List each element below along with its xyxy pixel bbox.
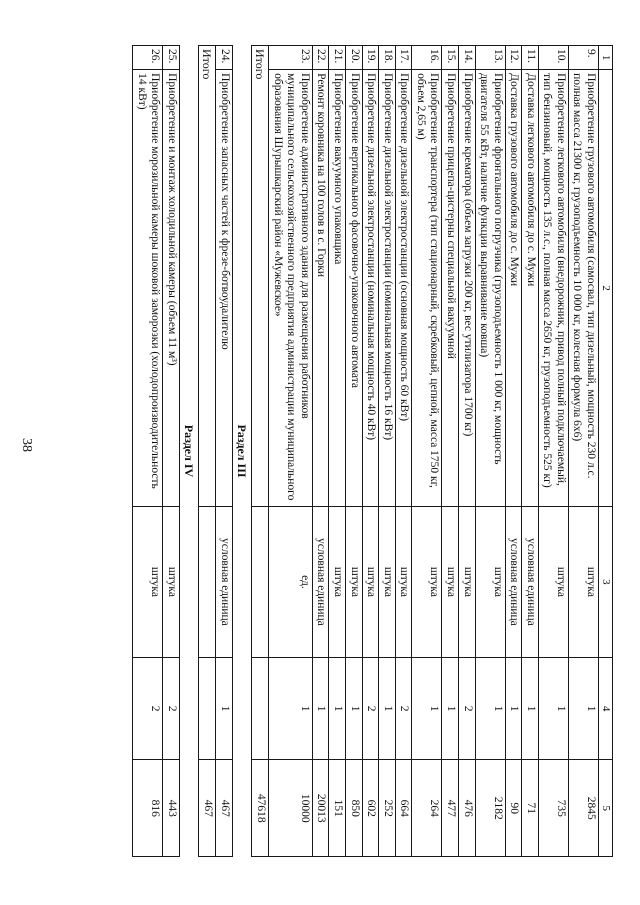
row-description: Доставка грузового автомобиля до с. Мужи — [505, 70, 522, 507]
row-number: 26. — [133, 46, 163, 70]
row-unit: штука — [395, 507, 412, 658]
row-quantity: 2 — [133, 657, 163, 760]
row-description: Ремонт коровника на 100 голов в с. Горки — [312, 70, 329, 507]
row-description: Приобретение дизельной электростанции (номинальная мощность 40 кВт) — [362, 70, 379, 507]
row-description: Приобретение прицепа-цистерны специальной вакуумной — [442, 70, 459, 507]
row-amount: 850 — [346, 760, 363, 857]
row-quantity: 1 — [522, 657, 539, 760]
row-quantity: 1 — [269, 657, 313, 760]
row-unit: условная единица — [505, 507, 522, 658]
table-row — [412, 46, 442, 857]
table-row — [475, 46, 505, 857]
row-amount: 816 — [133, 760, 163, 857]
table-row — [362, 46, 379, 857]
row-unit: штука — [163, 507, 180, 658]
row-unit: штука — [133, 507, 163, 658]
row-number: 25. — [163, 46, 180, 70]
row-number: 14. — [458, 46, 475, 70]
row-unit: штука — [379, 507, 396, 658]
row-number: 22. — [312, 46, 329, 70]
budget-table-rotated — [132, 45, 613, 857]
total-row — [252, 46, 269, 857]
total-empty-unit — [199, 507, 216, 658]
row-quantity: 1 — [442, 657, 459, 760]
row-number: 24. — [216, 46, 233, 70]
section-title: Раздел III — [232, 46, 251, 857]
row-amount: 151 — [329, 760, 346, 857]
row-unit: штука — [475, 507, 505, 658]
row-description: Приобретение легкового автомобиля (внедорожник, привод полный подключаемый, тип бензиновый, мощность 135 л.с., полная масса 2650 кг, грузоподъемность 525 кг) — [538, 70, 568, 507]
total-amount: 47618 — [252, 760, 269, 857]
table-row — [346, 46, 363, 857]
row-unit: штука — [362, 507, 379, 658]
header-col-5: 5 — [599, 760, 613, 857]
row-description: Приобретение дизельной электростанции (основная мощность 60 кВт) — [395, 70, 412, 507]
row-quantity: 2 — [362, 657, 379, 760]
row-amount: 664 — [395, 760, 412, 857]
total-empty-qty — [252, 657, 269, 760]
row-quantity: 2 — [395, 657, 412, 760]
table-row — [458, 46, 475, 857]
row-number: 11. — [522, 46, 539, 70]
row-description: Приобретение вакуумного упаковщика — [329, 70, 346, 507]
row-number: 17. — [395, 46, 412, 70]
row-amount: 20013 — [312, 760, 329, 857]
section-row — [180, 46, 199, 857]
row-unit: условная единица — [522, 507, 539, 658]
row-amount: 443 — [163, 760, 180, 857]
row-amount: 476 — [458, 760, 475, 857]
header-row — [599, 46, 613, 857]
row-quantity: 1 — [329, 657, 346, 760]
row-description: Приобретение грузового автомобиля (самосвал, тип дизельный, мощность 230 л.с. полная масса 21300 кг, грузоподъемность 10 000 кг, колесная формула 6х6) — [568, 70, 598, 507]
row-quantity: 1 — [538, 657, 568, 760]
row-quantity: 2 — [163, 657, 180, 760]
row-number: 19. — [362, 46, 379, 70]
row-description: Приобретение крематора (объем загрузки 200 кг, вес утилизатора 1700 кг) — [458, 70, 475, 507]
row-unit: условная единица — [312, 507, 329, 658]
row-description: Приобретение запасных частей к фрезе-ботвоудалителю — [216, 70, 233, 507]
total-label: Итого — [199, 46, 216, 507]
row-number: 12. — [505, 46, 522, 70]
section-row — [232, 46, 251, 857]
row-number: 15. — [442, 46, 459, 70]
header-col-3: 3 — [599, 507, 613, 658]
total-amount: 467 — [199, 760, 216, 857]
row-unit: штука — [329, 507, 346, 658]
row-description: Доставка легкового автомобиля до с. Мужи — [522, 70, 539, 507]
row-unit: штука — [412, 507, 442, 658]
row-number: 20. — [346, 46, 363, 70]
row-quantity: 1 — [346, 657, 363, 760]
table-row — [568, 46, 598, 857]
row-description: Приобретение фронтального погрузчика (грузоподъемность 1 000 кг, мощность двигателя 55 кВт, наличие функции выравнивание ковша) — [475, 70, 505, 507]
row-quantity: 1 — [505, 657, 522, 760]
row-amount: 71 — [522, 760, 539, 857]
header-col-2: 2 — [599, 70, 613, 507]
row-unit: условная единица — [216, 507, 233, 658]
row-number: 16. — [412, 46, 442, 70]
row-quantity: 1 — [412, 657, 442, 760]
row-quantity: 1 — [379, 657, 396, 760]
row-description: Приобретение административного здания для размещения работников муниципального сельскохозяйственного предприятия администрации муниципального образования Шурышкарский район «Мужевское» — [269, 70, 313, 507]
row-unit: штука — [568, 507, 598, 658]
budget-table — [132, 45, 613, 857]
header-col-1: 1 — [599, 46, 613, 70]
table-row — [522, 46, 539, 857]
row-amount: 467 — [216, 760, 233, 857]
row-description: Приобретение дизельной электростанции (номинальная мощность 16 кВт) — [379, 70, 396, 507]
row-amount: 90 — [505, 760, 522, 857]
total-label: Итого — [252, 46, 269, 507]
row-number: 9. — [568, 46, 598, 70]
table-row — [538, 46, 568, 857]
row-unit: штука — [442, 507, 459, 658]
table-row — [379, 46, 396, 857]
row-quantity: 1 — [475, 657, 505, 760]
table-row — [329, 46, 346, 857]
row-quantity: 1 — [216, 657, 233, 760]
row-unit: ед. — [269, 507, 313, 658]
table-row — [269, 46, 313, 857]
row-amount: 10000 — [269, 760, 313, 857]
row-amount: 264 — [412, 760, 442, 857]
total-empty-unit — [252, 507, 269, 658]
table-row — [442, 46, 459, 857]
row-description: Приобретение транспортера (тип стационарный, скребковый, цепной, масса 1750 кг, объем 2,65 м) — [412, 70, 442, 507]
row-amount: 2845 — [568, 760, 598, 857]
row-description: Приобретение морозильной камеры шоковой заморозки (холодопроизводительность 14 кВт) — [133, 70, 163, 507]
row-unit: штука — [538, 507, 568, 658]
page-number: 38 — [19, 438, 34, 452]
row-number: 13. — [475, 46, 505, 70]
row-amount: 2182 — [475, 760, 505, 857]
row-amount: 735 — [538, 760, 568, 857]
row-unit: штука — [458, 507, 475, 658]
row-description: Приобретение и монтаж холодильной камеры (объем 11 м³) — [163, 70, 180, 507]
row-amount: 252 — [379, 760, 396, 857]
row-number: 18. — [379, 46, 396, 70]
table-row — [395, 46, 412, 857]
row-quantity: 1 — [312, 657, 329, 760]
row-description: Приобретение вертикального фасовочно-упаковочного автомата — [346, 70, 363, 507]
table-row — [312, 46, 329, 857]
total-empty-qty — [199, 657, 216, 760]
table-row — [133, 46, 163, 857]
total-row — [199, 46, 216, 857]
row-amount: 477 — [442, 760, 459, 857]
header-col-4: 4 — [599, 657, 613, 760]
row-quantity: 2 — [458, 657, 475, 760]
table-row — [163, 46, 180, 857]
section-title: Раздел IV — [180, 46, 199, 857]
row-number: 10. — [538, 46, 568, 70]
row-quantity: 1 — [568, 657, 598, 760]
row-amount: 602 — [362, 760, 379, 857]
table-row — [216, 46, 233, 857]
row-number: 23. — [269, 46, 313, 70]
row-number: 21. — [329, 46, 346, 70]
table-row — [505, 46, 522, 857]
row-unit: штука — [346, 507, 363, 658]
